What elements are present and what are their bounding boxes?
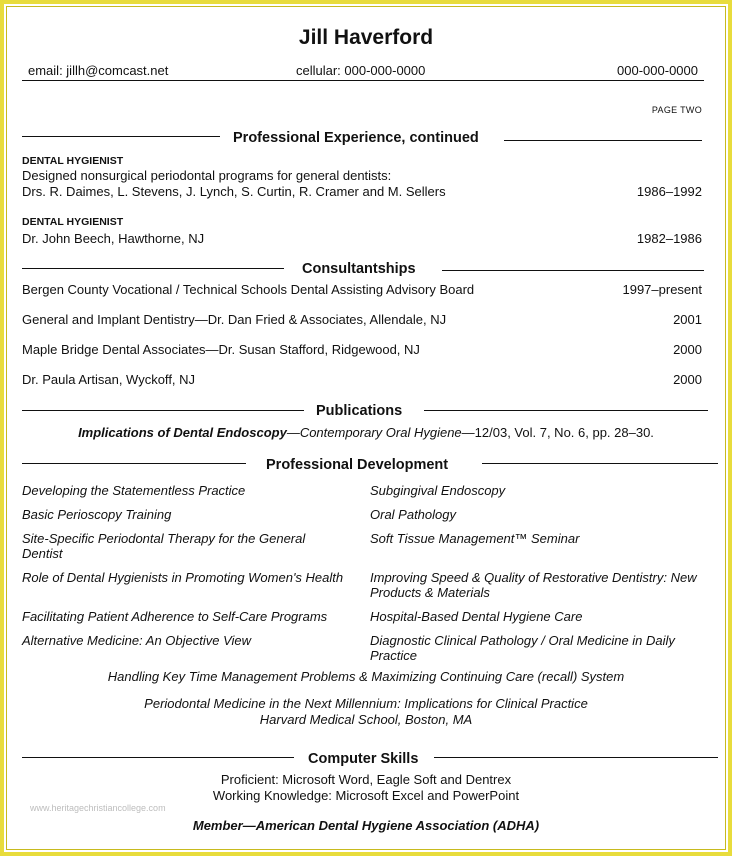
- course-item: Improving Speed & Quality of Restorative Dentistry: New Products & Materials: [370, 570, 697, 600]
- skills-line: Working Knowledge: Microsoft Excel and PowerPoint: [212, 788, 520, 803]
- heading-rule-right: [424, 410, 708, 411]
- contact-email: email: jillh@comcast.net: [28, 63, 169, 78]
- consultantship-item: Bergen County Vocational / Technical Schools Dental Assisting Advisory Board: [22, 282, 475, 297]
- course-item: Oral Pathology: [370, 507, 456, 522]
- consultantship-year: 2001: [673, 312, 702, 327]
- development-heading: Professional Development: [266, 457, 449, 473]
- contact-phone: 000-000-0000: [617, 63, 698, 78]
- course-item: Basic Perioscopy Training: [22, 507, 172, 522]
- publication-entry: [0, 425, 732, 440]
- course-location: Harvard Medical School, Boston, MA: [259, 712, 473, 727]
- consultantship-year: 2000: [673, 342, 702, 357]
- skills-line: Proficient: Microsoft Word, Eagle Soft and Dentrex: [220, 772, 512, 787]
- heading-rule-left: [22, 410, 304, 411]
- consultantship-item: Maple Bridge Dental Associates—Dr. Susan Stafford, Ridgewood, NJ: [22, 342, 420, 357]
- heading-rule-left: [22, 136, 220, 137]
- experience-heading: Professional Experience, continued: [233, 130, 479, 146]
- course-item: Handling Key Time Management Problems & Maximizing Continuing Care (recall) System: [107, 669, 625, 684]
- course-item: Facilitating Patient Adherence to Self-Care Programs: [22, 609, 328, 624]
- course-item: Hospital-Based Dental Hygiene Care: [370, 609, 583, 624]
- resume-name: Jill Haverford: [298, 26, 434, 49]
- job-title: DENTAL HYGIENIST: [22, 155, 124, 167]
- consultantship-year: 1997–present: [622, 282, 702, 297]
- heading-rule-right: [504, 140, 702, 141]
- job-description: Drs. R. Daimes, L. Stevens, J. Lynch, S. Curtin, R. Cramer and M. Sellers: [22, 184, 446, 199]
- course-item: Alternative Medicine: An Objective View: [22, 633, 252, 648]
- job-dates: 1986–1992: [636, 184, 702, 199]
- heading-rule-right: [434, 757, 718, 758]
- page-label: PAGE TWO: [651, 105, 702, 115]
- job-title: DENTAL HYGIENIST: [22, 216, 124, 228]
- heading-rule-left: [22, 757, 294, 758]
- watermark-text: www.heritagechristiancollege.com: [30, 803, 166, 813]
- consultantships-heading: Consultantships: [302, 261, 416, 277]
- heading-rule-right: [482, 463, 718, 464]
- heading-rule-left: [22, 268, 284, 269]
- course-item: Periodontal Medicine in the Next Millennium: Implications for Clinical Practice: [144, 696, 588, 711]
- heading-rule-left: [22, 463, 246, 464]
- consultantship-item: General and Implant Dentistry—Dr. Dan Fried & Associates, Allendale, NJ: [22, 312, 447, 327]
- publication-title: Implications of Dental Endoscopy: [78, 425, 287, 440]
- job-description: Designed nonsurgical periodontal programs for general dentists:: [22, 168, 392, 183]
- publication-journal: —Contemporary Oral Hygiene: [286, 425, 462, 440]
- header-rule: [22, 80, 704, 81]
- heading-rule-right: [442, 270, 704, 271]
- job-dates: 1982–1986: [636, 231, 702, 246]
- skills-heading: Computer Skills: [308, 751, 419, 767]
- contact-cellular: cellular: 000-000-0000: [296, 63, 426, 78]
- consultantship-year: 2000: [673, 372, 702, 387]
- consultantship-item: Dr. Paula Artisan, Wyckoff, NJ: [22, 372, 196, 387]
- course-item: Soft Tissue Management™ Seminar: [370, 531, 580, 546]
- publication-details: —12/03, Vol. 7, No. 6, pp. 28–30.: [461, 425, 654, 440]
- job-description: Dr. John Beech, Hawthorne, NJ: [22, 231, 205, 246]
- course-item: Role of Dental Hygienists in Promoting Women's Health: [22, 570, 344, 585]
- course-item: Subgingival Endoscopy: [370, 483, 506, 498]
- course-item: Diagnostic Clinical Pathology / Oral Medicine in Daily Practice: [370, 633, 675, 663]
- course-item: Developing the Statementless Practice: [22, 483, 246, 498]
- course-item: Site-Specific Periodontal Therapy for the General Dentist: [22, 531, 306, 561]
- membership: Member—American Dental Hygiene Association (ADHA): [192, 818, 540, 833]
- publications-heading: Publications: [316, 403, 403, 419]
